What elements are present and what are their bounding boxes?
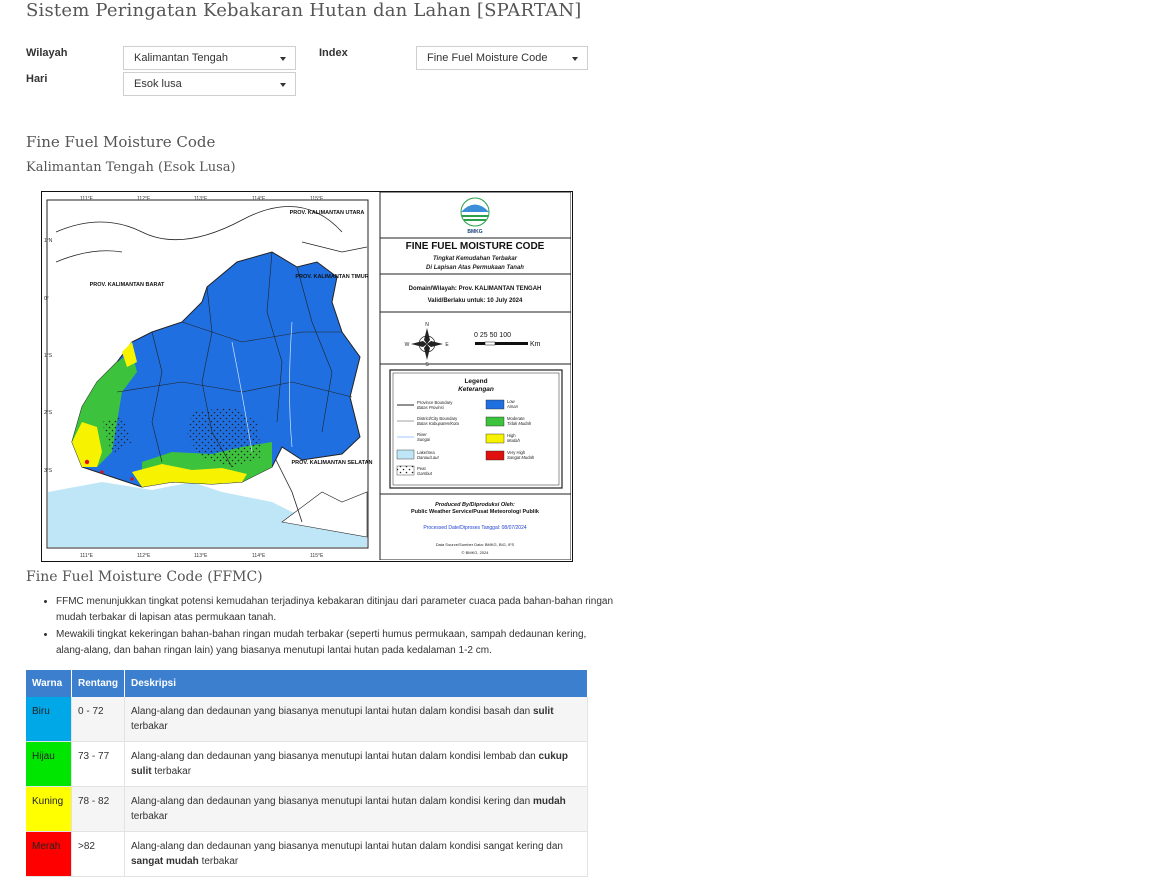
ffmc-class-table xyxy=(26,670,588,877)
svg-text:Domain/Wilayah: Prov. KALIMANT: Domain/Wilayah: Prov. KALIMANTAN TENGAH xyxy=(408,286,542,292)
svg-text:Valid/Berlaku untuk: 10 July 2: Valid/Berlaku untuk: 10 July 2024 xyxy=(427,298,523,304)
svg-text:Mudah: Mudah xyxy=(507,438,520,443)
svg-text:Batas Provinsi: Batas Provinsi xyxy=(417,405,444,410)
svg-text:District/City Boundary: District/City Boundary xyxy=(417,416,458,421)
color-swatch-kuning: Kuning xyxy=(26,787,72,832)
svg-text:PROV. KALIMANTAN UTARA: PROV. KALIMANTAN UTARA xyxy=(289,210,365,216)
svg-text:Aman: Aman xyxy=(507,404,518,409)
chevron-down-icon xyxy=(280,57,286,61)
svg-text:112°E: 112°E xyxy=(137,196,151,202)
range-cell: >82 xyxy=(72,832,125,877)
svg-text:1°S: 1°S xyxy=(44,353,53,359)
svg-text:3°S: 3°S xyxy=(44,468,53,474)
svg-text:0°: 0° xyxy=(44,296,49,302)
svg-text:111°E: 111°E xyxy=(80,553,93,559)
svg-text:E: E xyxy=(445,342,449,348)
color-swatch-biru: Biru xyxy=(26,697,72,742)
svg-text:115°E: 115°E xyxy=(310,553,324,559)
description-cell: Alang-alang dan dedaunan yang biasanya menutupi lantai hutan dalam kondisi kering dan mudah terbakar xyxy=(125,787,588,832)
list-item: • FFMC menunjukkan tingkat potensi kemudahan terjadinya kebakaran ditinjau dari parameter cuaca pada bahan-bahan ringan mudah terbakar di lapisan atas permukaan tanah. xyxy=(56,594,616,626)
index-select-value: Fine Fuel Moisture Code xyxy=(427,52,548,64)
svg-text:Lake/Sea: Lake/Sea xyxy=(417,450,435,455)
svg-text:Danau/Laut: Danau/Laut xyxy=(417,455,439,460)
svg-text:0 25 50 100: 0 25 50 100 xyxy=(474,332,511,339)
chevron-down-icon xyxy=(572,57,578,61)
page-title: Sistem Peringatan Kebakaran Hutan dan Lahan [SPARTAN] xyxy=(26,0,582,21)
table-row xyxy=(26,787,588,832)
list-item: • Mewakili tingkat kekeringan bahan-bahan ringan mudah terbakar (seperti humus permukaan, sampah dedaunan kering, alang-alang, dan bahan ringan lain) yang biasanya menutupi lantai hutan pada kedalaman 1-2 cm. xyxy=(56,627,616,659)
svg-text:PROV. KALIMANTAN SELATAN: PROV. KALIMANTAN SELATAN xyxy=(291,460,373,466)
svg-text:River: River xyxy=(417,432,427,437)
svg-text:111°E: 111°E xyxy=(80,196,93,202)
ffmc-heading: Fine Fuel Moisture Code (FFMC) xyxy=(26,569,263,585)
ffmc-map xyxy=(41,191,573,562)
svg-text:Keterangan: Keterangan xyxy=(458,386,494,393)
svg-text:115°E: 115°E xyxy=(310,196,324,202)
svg-text:© BMKG, 2024: © BMKG, 2024 xyxy=(461,550,489,555)
index-select[interactable] xyxy=(416,46,588,70)
svg-text:Moderate: Moderate xyxy=(507,416,525,421)
svg-text:112°E: 112°E xyxy=(137,553,151,559)
column-header-deskripsi: Deskripsi xyxy=(125,670,588,697)
svg-text:PROV. KALIMANTAN TIMUR: PROV. KALIMANTAN TIMUR xyxy=(295,274,369,280)
svg-text:N: N xyxy=(425,322,429,328)
svg-text:W: W xyxy=(404,342,410,348)
svg-text:Public Weather Service/Pusat M: Public Weather Service/Pusat Meteorologi Publik xyxy=(411,509,539,515)
range-cell: 0 - 72 xyxy=(72,697,125,742)
hari-label: Hari xyxy=(26,73,48,85)
section-subheading: Kalimantan Tengah (Esok Lusa) xyxy=(26,160,236,175)
hari-select-value: Esok lusa xyxy=(134,78,182,90)
svg-text:Province Boundary: Province Boundary xyxy=(417,400,453,405)
svg-text:2°S: 2°S xyxy=(44,410,53,416)
svg-text:FINE FUEL MOISTURE CODE: FINE FUEL MOISTURE CODE xyxy=(405,241,545,252)
svg-text:Di Lapisan Atas Permukaan Tana: Di Lapisan Atas Permukaan Tanah xyxy=(426,265,524,271)
svg-text:114°E: 114°E xyxy=(252,553,266,559)
svg-text:PROV. KALIMANTAN BARAT: PROV. KALIMANTAN BARAT xyxy=(89,282,165,288)
svg-text:Processed Date/Diproses Tangga: Processed Date/Diproses Tanggal: 08/07/2024 xyxy=(423,525,527,531)
svg-text:Gambut: Gambut xyxy=(417,471,432,476)
svg-text:1°N: 1°N xyxy=(44,238,53,244)
svg-text:113°E: 113°E xyxy=(194,553,208,559)
svg-text:Tidak Mudah: Tidak Mudah xyxy=(507,421,532,426)
svg-text:Sangat Mudah: Sangat Mudah xyxy=(507,455,535,460)
svg-text:Data Source/Sumber Data: BMKG,: Data Source/Sumber Data: BMKG, BIG, IFS xyxy=(435,542,515,547)
svg-text:Produced By/Diproduksi Oleh:: Produced By/Diproduksi Oleh: xyxy=(435,502,515,508)
wilayah-label: Wilayah xyxy=(26,47,68,59)
svg-text:Batas Kabupaten/Kota: Batas Kabupaten/Kota xyxy=(417,421,459,426)
svg-text:Peat: Peat xyxy=(417,466,426,471)
svg-text:114°E: 114°E xyxy=(252,196,266,202)
description-cell: Alang-alang dan dedaunan yang biasanya menutupi lantai hutan dalam kondisi sangat kering dan sangat mudah terbakar xyxy=(125,832,588,877)
svg-text:BMKG: BMKG xyxy=(467,229,483,235)
index-label: Index xyxy=(319,47,348,59)
table-row xyxy=(26,832,588,877)
hari-select[interactable] xyxy=(123,72,296,96)
description-cell: Alang-alang dan dedaunan yang biasanya menutupi lantai hutan dalam kondisi lembab dan cukup sulit terbakar xyxy=(125,742,588,787)
range-cell: 73 - 77 xyxy=(72,742,125,787)
color-swatch-hijau: Hijau xyxy=(26,742,72,787)
svg-text:Tingkat Kemudahan Terbakar: Tingkat Kemudahan Terbakar xyxy=(432,256,518,262)
color-swatch-merah: Merah xyxy=(26,832,72,877)
ffmc-map-graphic xyxy=(42,192,571,560)
chevron-down-icon xyxy=(280,83,286,87)
svg-text:Km: Km xyxy=(530,341,541,348)
svg-text:Legend: Legend xyxy=(464,378,488,385)
column-header-rentang: Rentang xyxy=(72,670,125,697)
section-heading: Fine Fuel Moisture Code xyxy=(26,133,216,151)
svg-text:S: S xyxy=(425,362,429,368)
svg-text:113°E: 113°E xyxy=(194,196,208,202)
wilayah-select-value: Kalimantan Tengah xyxy=(134,52,228,64)
wilayah-select[interactable] xyxy=(123,46,296,70)
svg-text:High: High xyxy=(507,433,516,438)
ffmc-description-list xyxy=(26,594,616,660)
table-row xyxy=(26,697,588,742)
svg-text:Low: Low xyxy=(507,399,515,404)
table-row xyxy=(26,742,588,787)
description-cell: Alang-alang dan dedaunan yang biasanya menutupi lantai hutan dalam kondisi basah dan sulit terbakar xyxy=(125,697,588,742)
column-header-warna: Warna xyxy=(26,670,72,697)
range-cell: 78 - 82 xyxy=(72,787,125,832)
svg-text:Very High: Very High xyxy=(507,450,526,455)
svg-text:Sungai: Sungai xyxy=(417,437,431,442)
